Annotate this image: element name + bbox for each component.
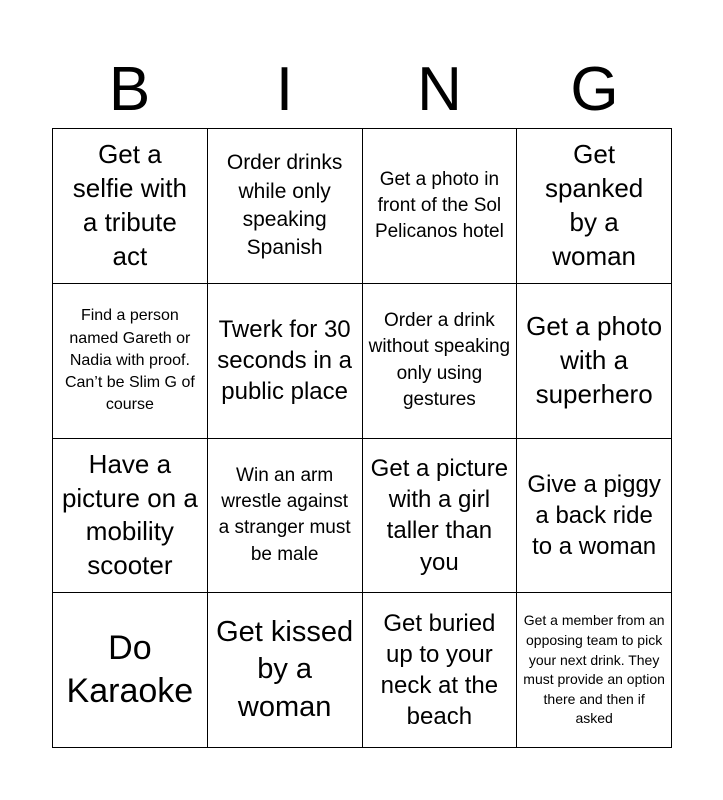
header-letter-n: N (417, 55, 462, 124)
bingo-cell (208, 439, 363, 594)
bingo-cell (208, 593, 363, 748)
bingo-cell (53, 593, 208, 748)
cell-text: Get buried up to your neck at the beach (380, 609, 499, 731)
cell-text: Get spanked by a woman (544, 139, 644, 271)
header-letter-i: I (275, 55, 294, 124)
bingo-cell (53, 439, 208, 594)
cell-text: Get a photo in front of the Sol Pelicanos hotel (374, 168, 504, 242)
bingo-cell (363, 129, 518, 284)
cell-text: Win an arm wrestle against a stranger must be male (218, 464, 351, 565)
cell-text: Get a photo with a superhero (526, 310, 663, 409)
header-letter-b: B (108, 55, 151, 124)
cell-text: Find a person named Gareth or Nadia with proof. Can’t be Slim G of course (64, 307, 195, 413)
cell-text: Get a member from an opposing team to pick your next drink. They must provide an option there and then if asked (523, 612, 665, 727)
bingo-header (52, 52, 672, 128)
cell-text: Get a selfie with a tribute act (72, 139, 187, 271)
bingo-cell (53, 129, 208, 284)
cell-text: Have a picture on a mobility scooter (61, 448, 198, 581)
bingo-cell (517, 129, 672, 284)
bingo-cell (208, 284, 363, 439)
bingo-cell (363, 439, 518, 594)
cell-text: Do Karaoke (66, 628, 194, 711)
header-letter-g: G (570, 55, 619, 124)
bingo-cell (363, 284, 518, 439)
bingo-grid (52, 128, 672, 748)
bingo-cell (53, 284, 208, 439)
cell-text: Get a picture with a girl taller than you (370, 455, 509, 576)
bingo-cell (517, 439, 672, 594)
bingo-cell (517, 593, 672, 748)
bingo-cell (517, 284, 672, 439)
bingo-cell (363, 593, 518, 748)
cell-text: Order drinks while only speaking Spanish (226, 151, 343, 260)
bingo-cell (208, 129, 363, 284)
cell-text: Get kissed by a woman (216, 615, 354, 723)
cell-text: Order a drink without speaking only using gestures (368, 310, 511, 410)
cell-text: Twerk for 30 seconds in a public place (217, 315, 352, 406)
cell-text: Give a piggy a back ride to a woman (527, 470, 661, 560)
